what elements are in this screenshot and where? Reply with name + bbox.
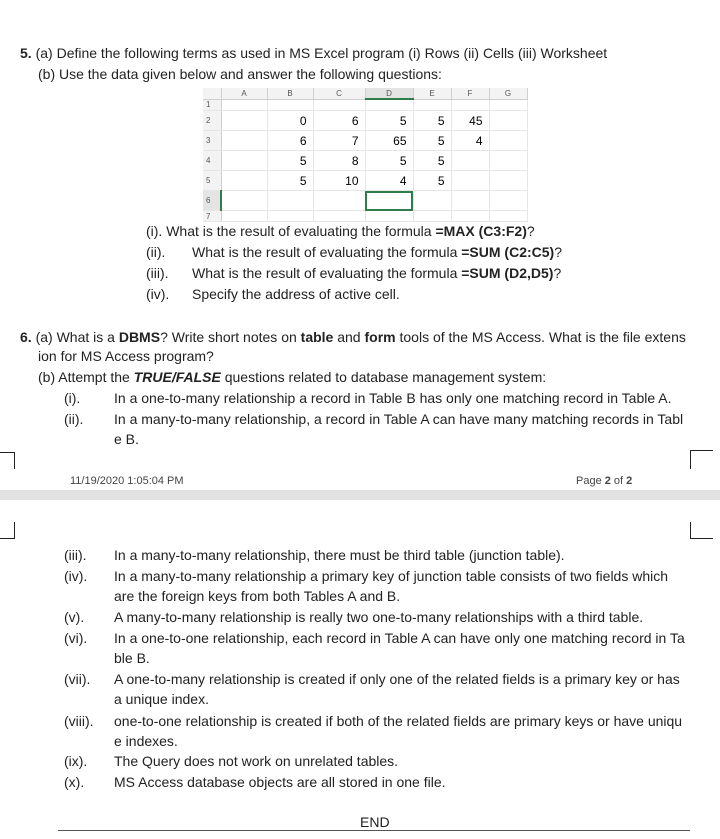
cell[interactable]	[267, 211, 313, 222]
col-header-d[interactable]: D	[365, 88, 413, 99]
row-header[interactable]: 1	[203, 99, 221, 111]
row-header[interactable]: 3	[203, 131, 221, 151]
q5-question-text: Specify the address of active cell.	[192, 286, 400, 302]
page-current: 2	[604, 475, 611, 487]
cell[interactable]	[489, 151, 527, 171]
q6-a-bold: DBMS	[118, 329, 161, 345]
cell[interactable]	[413, 211, 451, 222]
q6-a-part: ? Write short notes on	[160, 329, 301, 345]
sheet-row	[203, 111, 527, 131]
q6-b-text	[38, 367, 546, 387]
cell[interactable]: 0	[267, 111, 313, 131]
tf-item-text: In a one-to-one relationship, each record in Table A can have only one matching record in Ta	[114, 630, 685, 646]
q5-number: 5.	[20, 45, 32, 61]
cell[interactable]	[489, 131, 527, 151]
tf-item-text: In a many-to-many relationship, a record in Table A can have many matching records in Tabl	[114, 411, 684, 427]
q5-formula: =MAX (C3:F2)	[435, 223, 527, 239]
cell[interactable]: 5	[365, 151, 413, 171]
cell[interactable]	[221, 211, 267, 222]
q6-number: 6.	[20, 329, 32, 345]
q6-a-bold: form	[364, 329, 396, 345]
q5-question-text: What is the result of evaluating the formula	[192, 265, 462, 281]
col-header-c[interactable]: C	[313, 88, 365, 99]
q5-formula: =SUM (C2:C5)	[461, 244, 555, 260]
end-rule	[58, 830, 690, 831]
tf-item-number: (iii).	[64, 547, 87, 563]
q6-line-a	[20, 327, 686, 347]
row-header[interactable]: 4	[203, 151, 221, 171]
q5-question	[192, 263, 561, 283]
cell[interactable]	[489, 99, 527, 111]
tf-item-text-cont: are the foreign keys from both Tables A and B.	[114, 588, 401, 604]
cell[interactable]	[489, 191, 527, 211]
cell[interactable]	[489, 211, 527, 222]
cell[interactable]: 6	[267, 131, 313, 151]
crop-mark	[0, 452, 15, 469]
cell[interactable]: 45	[451, 111, 489, 131]
cell[interactable]	[451, 191, 489, 211]
cell[interactable]: 6	[313, 111, 365, 131]
q5-question-text: What is the result of evaluating the formula	[166, 223, 436, 239]
col-header-a[interactable]: A	[221, 88, 267, 99]
cell[interactable]	[221, 131, 267, 151]
cell[interactable]	[313, 99, 365, 111]
crop-mark	[690, 450, 713, 469]
cell[interactable]: 5	[413, 151, 451, 171]
cell[interactable]	[221, 99, 267, 111]
q5-question	[192, 242, 562, 262]
q5-question-number: (iv).	[146, 286, 170, 302]
tf-item-text: In a many-to-many relationship a primary key of junction table consists of two fields which	[114, 568, 669, 584]
corner-cell[interactable]	[203, 88, 221, 99]
cell[interactable]: 65	[365, 131, 413, 151]
cell[interactable]	[221, 191, 267, 211]
tf-item-number: (ii).	[64, 411, 84, 427]
col-header-b[interactable]: B	[267, 88, 313, 99]
tf-item-number: (i).	[64, 390, 81, 406]
sheet-row	[203, 211, 527, 222]
q5-b-text: (b) Use the data given below and answer the following questions:	[38, 66, 442, 82]
q6-a-text	[36, 329, 686, 345]
sheet-row	[203, 131, 527, 151]
tf-item-text: A one-to-many relationship is created if only one of the related fields is a primary key or has	[114, 671, 680, 687]
page-label: Page	[576, 475, 605, 487]
sheet-row	[203, 99, 527, 111]
col-header-e[interactable]: E	[413, 88, 451, 99]
cell[interactable]	[413, 99, 451, 111]
end-label: END	[360, 814, 390, 830]
cell[interactable]	[413, 191, 451, 211]
sheet-row	[203, 151, 527, 171]
q6-a-part: and	[333, 329, 365, 345]
q5-question-number: (i).	[146, 223, 163, 239]
tf-item-number: (v).	[64, 609, 85, 625]
row-header[interactable]: 5	[203, 171, 221, 191]
tf-item-number: (x).	[64, 774, 85, 790]
cell[interactable]	[267, 191, 313, 211]
cell[interactable]: 5	[413, 131, 451, 151]
tf-item-number: (vii).	[64, 671, 91, 687]
q5-a-text: (a) Define the following terms as used in MS Excel program (i) Rows (ii) Cells (iii) Worksheet	[35, 45, 608, 61]
row-header[interactable]: 7	[203, 211, 221, 222]
tf-item-text-cont: a unique index.	[114, 691, 209, 707]
q5-question-end: ?	[553, 265, 562, 281]
cell[interactable]	[313, 191, 365, 211]
crop-mark	[690, 522, 713, 539]
q6-b-part: (b) Attempt the	[38, 369, 134, 385]
cell[interactable]: 4	[365, 171, 413, 191]
cell[interactable]: 7	[313, 131, 365, 151]
cell[interactable]	[221, 151, 267, 171]
q5-question-end: ?	[554, 244, 563, 260]
cell[interactable]	[267, 99, 313, 111]
cell[interactable]: 5	[413, 171, 451, 191]
spreadsheet	[203, 88, 528, 222]
q6-b-part: questions related to database management system:	[220, 369, 547, 385]
cell[interactable]: 5	[267, 171, 313, 191]
footer-page-number	[576, 475, 632, 487]
q5-question	[146, 221, 535, 241]
active-cell[interactable]	[365, 191, 413, 211]
cell[interactable]	[365, 99, 413, 111]
cell[interactable]	[489, 171, 527, 191]
q6-a-line2: ion for MS Access program?	[38, 348, 214, 364]
cell[interactable]: 5	[267, 151, 313, 171]
cell[interactable]	[313, 211, 365, 222]
cell[interactable]	[451, 151, 489, 171]
q5-question-number: (ii).	[146, 244, 166, 260]
cell[interactable]	[451, 99, 489, 111]
tf-item-number: (iv).	[64, 568, 88, 584]
q6-a-part: (a) What is a	[35, 329, 119, 345]
tf-item-text-cont: e indexes.	[114, 733, 178, 749]
cell[interactable]: 5	[413, 111, 451, 131]
q6-a-part: tools of the MS Access. What is the file extens	[395, 329, 686, 345]
tf-item-text: In a many-to-many relationship, there must be third table (junction table).	[114, 547, 565, 563]
q6-b-bold: TRUE/FALSE	[133, 369, 221, 385]
footer-timestamp: 11/19/2020 1:05:04 PM	[70, 475, 184, 487]
q6-a-bold: table	[300, 329, 334, 345]
sheet-row	[203, 171, 527, 191]
tf-item-number: (ix).	[64, 753, 88, 769]
tf-item-text: MS Access database objects are all stored in one file.	[114, 774, 446, 790]
tf-item-text: one-to-one relationship is created if both of the related fields are primary keys or have uniqu	[114, 713, 683, 729]
cell[interactable]	[451, 171, 489, 191]
tf-item-number: (viii).	[64, 713, 94, 729]
cell[interactable]: 5	[365, 111, 413, 131]
row-header[interactable]: 6	[203, 191, 221, 211]
cell[interactable]	[451, 211, 489, 222]
tf-item-text: In a one-to-many relationship a record in Table B has only one matching record in Table A.	[114, 390, 672, 406]
tf-item-text-cont: e B.	[114, 431, 139, 447]
cell[interactable]	[221, 171, 267, 191]
q5-line-a	[20, 43, 607, 63]
page-of: of	[610, 475, 627, 487]
tf-item-text: A many-to-many relationship is really two one-to-many relationships with a third table.	[114, 609, 644, 625]
cell[interactable]: 10	[313, 171, 365, 191]
cell[interactable]: 4	[451, 131, 489, 151]
crop-mark	[0, 522, 15, 539]
q5-question-end: ?	[526, 223, 535, 239]
cell[interactable]	[489, 111, 527, 131]
tf-item-text: The Query does not work on unrelated tables.	[114, 753, 399, 769]
tf-item-text-cont: ble B.	[114, 650, 150, 666]
row-header[interactable]: 2	[203, 111, 221, 131]
col-header-f[interactable]: F	[451, 88, 489, 99]
column-header-row	[203, 88, 527, 99]
q5-question-number: (iii).	[146, 265, 169, 281]
q5-formula: =SUM (D2,D5)	[461, 265, 554, 281]
sheet-row	[203, 191, 527, 211]
cell[interactable]	[365, 211, 413, 222]
page-separator	[0, 490, 720, 500]
col-header-g[interactable]: G	[489, 88, 527, 99]
cell[interactable]	[221, 111, 267, 131]
tf-item-number: (vi).	[64, 630, 88, 646]
q5-question-text: What is the result of evaluating the formula	[192, 244, 462, 260]
page-total: 2	[626, 475, 633, 487]
cell[interactable]: 8	[313, 151, 365, 171]
